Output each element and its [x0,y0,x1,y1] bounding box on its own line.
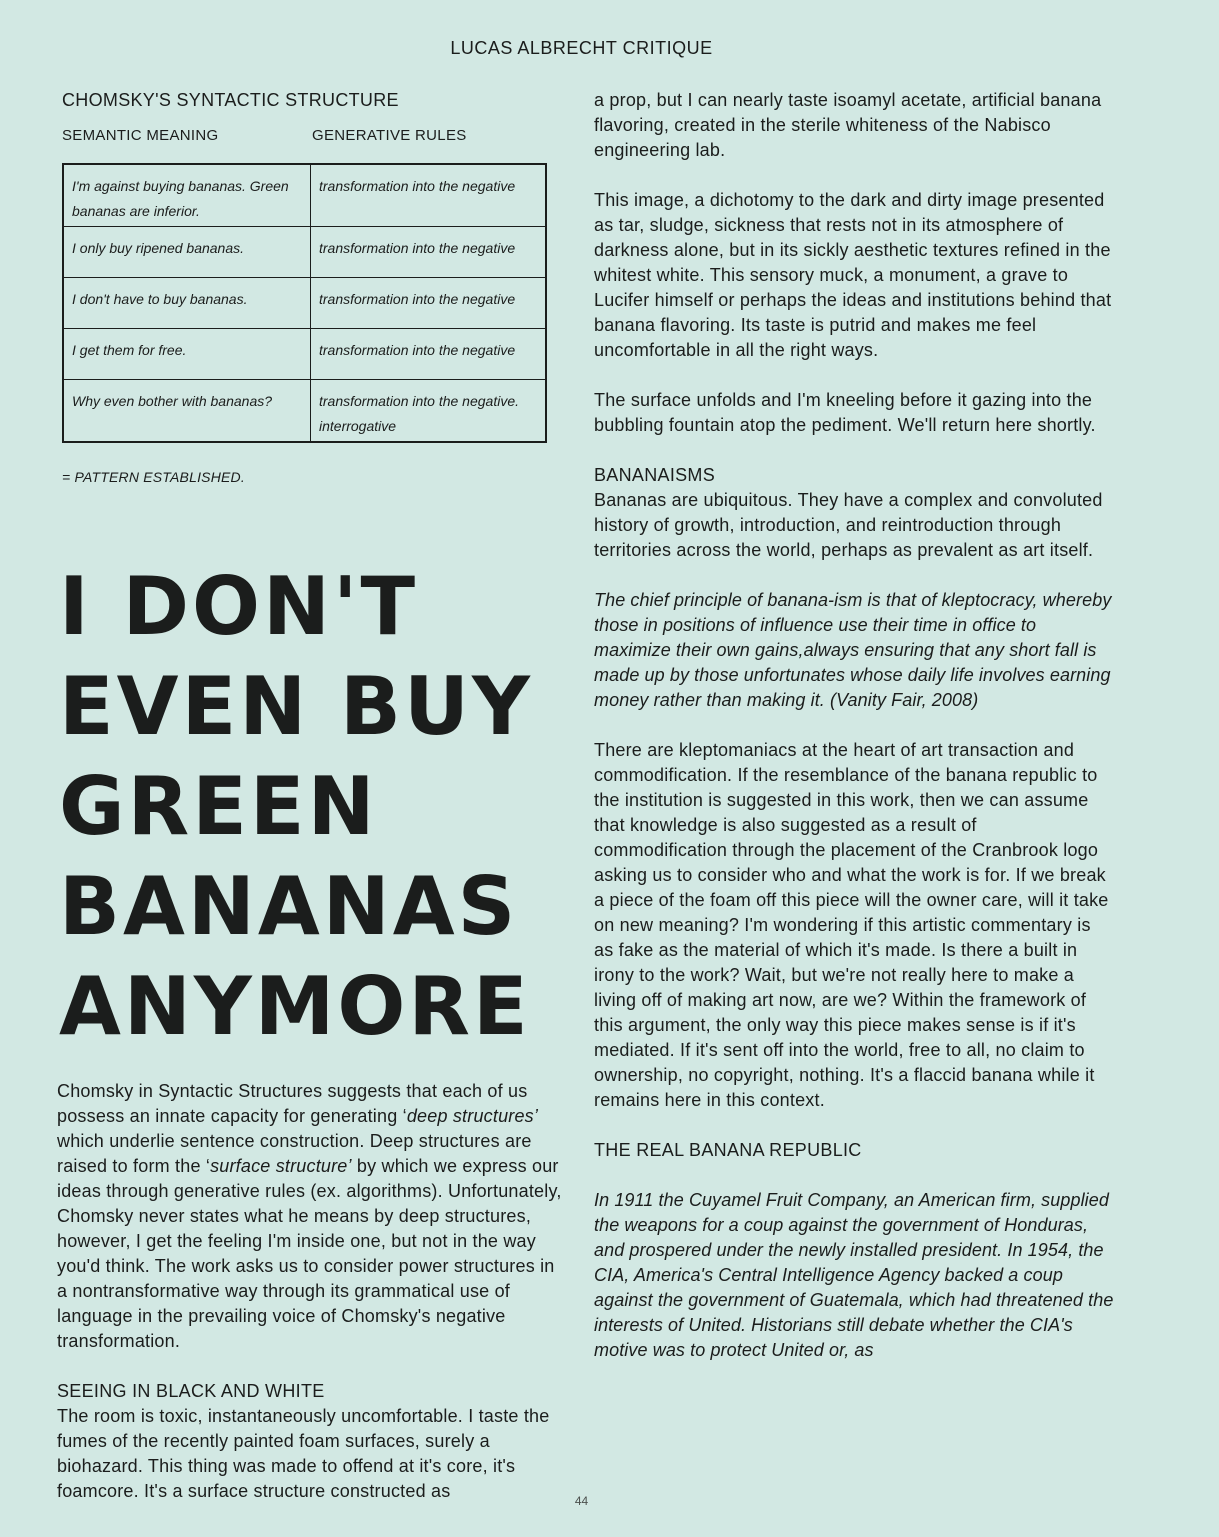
headline-line: GREEN [59,760,378,853]
right-column [594,88,1114,1363]
block-quote: In 1911 the Cuyamel Fruit Company, an American firm, supplied the weapons for a coup against the government of Honduras, and prospered under the newly installed president. In 1954, the CIA, America's Central Intelligence Agency backed a coup against the government of Guatemala, which had threatened the interests of United. Historians still debate whether the CIA's motive was to protect United or, as [594,1190,1114,1360]
body-paragraph: This image, a dichotomy to the dark and dirty image presented as tar, sludge, sickness that rests not in its atmosphere of darkness alone, but in its sickly aesthetic textures refined in the whitest white. This sensory muck, a monument, a grave to Lucifer himself or perhaps the ideas and institutions behind that banana flavoring. Its taste is putrid and makes me feel uncomfortable in all the right ways. [594,190,1112,360]
paragraph-gap [594,563,1114,588]
pattern-note: = PATTERN ESTABLISHED. [62,469,245,485]
generative-rule-cell: transformation into the negative [311,227,547,278]
table-row [63,227,546,278]
section-subhead: THE REAL BANANA REPUBLIC [594,1140,862,1160]
body-paragraph: There are kleptomaniacs at the heart of art transaction and commodification. If the resemblance of the banana republic to the institution is suggested in this work, then we can assume that knowledge is also suggested as a result of commodification through the placement of the Cranbrook logo asking us to consider who and what the work is for. If we break a piece of the foam off this piece will the owner care, will it take on new meaning? I'm wondering if this artistic commentary is as fake as the material of which it's made. Is there a built in irony to the work? Wait, but we're not really here to make a living off of making art now, are we? Within the framework of this argument, the only way this piece makes sense is if it's mediated. If it's sent off into the world, free to all, no claim to ownership, no copyright, nothing. It's a flaccid banana while it remains here in this context. [594,740,1109,1110]
semantic-meaning-cell: I don't have to buy bananas. [63,278,311,329]
paragraph-gap [594,438,1114,463]
paragraph-gap [594,1113,1114,1138]
semantic-meaning-heading: SEMANTIC MEANING [62,127,219,144]
generative-rule-cell: transformation into the negative [311,164,547,227]
generative-rule-cell: transformation into the negative. interrogative [311,380,547,443]
headline-line: I DON'T [59,560,419,653]
emphasis-deep-structures: deep structures’ [406,1106,539,1126]
semantic-meaning-cell: I'm against buying bananas. Green bananas are inferior. [63,164,311,227]
generative-rule-cell: transformation into the negative [311,329,547,380]
block-quote: The chief principle of banana-ism is that of kleptocracy, whereby those in positions of influence use their time in office to maximize their own gains,always ensuring that any short fall is made up by those unfortunates whose daily life involves earning money rather than making it. (Vanity Fair, 2008) [594,590,1112,710]
emphasis-surface-structure: surface structure’ [210,1156,352,1176]
paragraph-gap [594,363,1114,388]
paragraph-gap [594,1163,1114,1188]
section-subhead: BANANAISMS [594,465,716,485]
paragraph-gap [594,163,1114,188]
generative-rule-cell: transformation into the negative [311,278,547,329]
paragraph-gap [594,713,1114,738]
left-body-text [57,1079,567,1504]
intro-paragraph [57,1079,567,1354]
left-column [57,88,567,1504]
section-subhead: SEEING IN BLACK AND WHITE [57,1381,325,1401]
table-row [63,380,546,443]
table-row [63,164,546,227]
text-run: Chomsky in Syntactic Structures suggests that each of us possess an innate capacity for generating ‘ [57,1081,528,1126]
paragraph-gap [57,1354,567,1379]
body-paragraph: Bananas are ubiquitous. They have a complex and convoluted history of growth, introduction, and reintroduction through territories across the world, perhaps as prevalent as art itself. [594,490,1103,560]
semantic-meaning-cell: Why even bother with bananas? [63,380,311,443]
table-row [63,329,546,380]
syntax-chart-column-heads [62,127,567,147]
syntax-chart-title: CHOMSKY'S SYNTACTIC STRUCTURE [62,90,399,110]
text-run: by which we express our ideas through generative rules (ex. algorithms). Unfortunately, Chomsky never states what he means by deep structures, however, I get the feeling I'm inside one, but not in the way you'd think. The work asks us to consider power structures in a nontransformative way through its grammatical use of language in the prevailing voice of Chomsky's negative transformation. [57,1156,562,1351]
page-number: 44 [574,1494,589,1508]
body-paragraph: a prop, but I can nearly taste isoamyl acetate, artificial banana flavoring, created in the sterile whiteness of the Nabisco engineering lab. [594,90,1102,160]
headline [59,557,567,1057]
body-paragraph: The surface unfolds and I'm kneeling before it gazing into the bubbling fountain atop the pediment. We'll return here shortly. [594,390,1096,435]
text-run: which underlie sentence construction. Deep structures are raised to form the ‘ [57,1131,532,1176]
syntax-table [62,163,547,443]
table-row [63,278,546,329]
headline-line: EVEN BUY [59,660,533,753]
semantic-meaning-cell: I only buy ripened bananas. [63,227,311,278]
headline-line: BANANAS [59,860,519,953]
body-paragraph: The room is toxic, instantaneously uncomfortable. I taste the fumes of the recently painted foam surfaces, surely a biohazard. This thing was made to offend at it's core, it's foamcore. It's a surface structure constructed as [57,1406,550,1501]
headline-line: ANYMORE [59,960,531,1053]
semantic-meaning-cell: I get them for free. [63,329,311,380]
running-head: LUCAS ALBRECHT CRITIQUE [450,38,713,58]
generative-rules-heading: GENERATIVE RULES [312,127,467,144]
